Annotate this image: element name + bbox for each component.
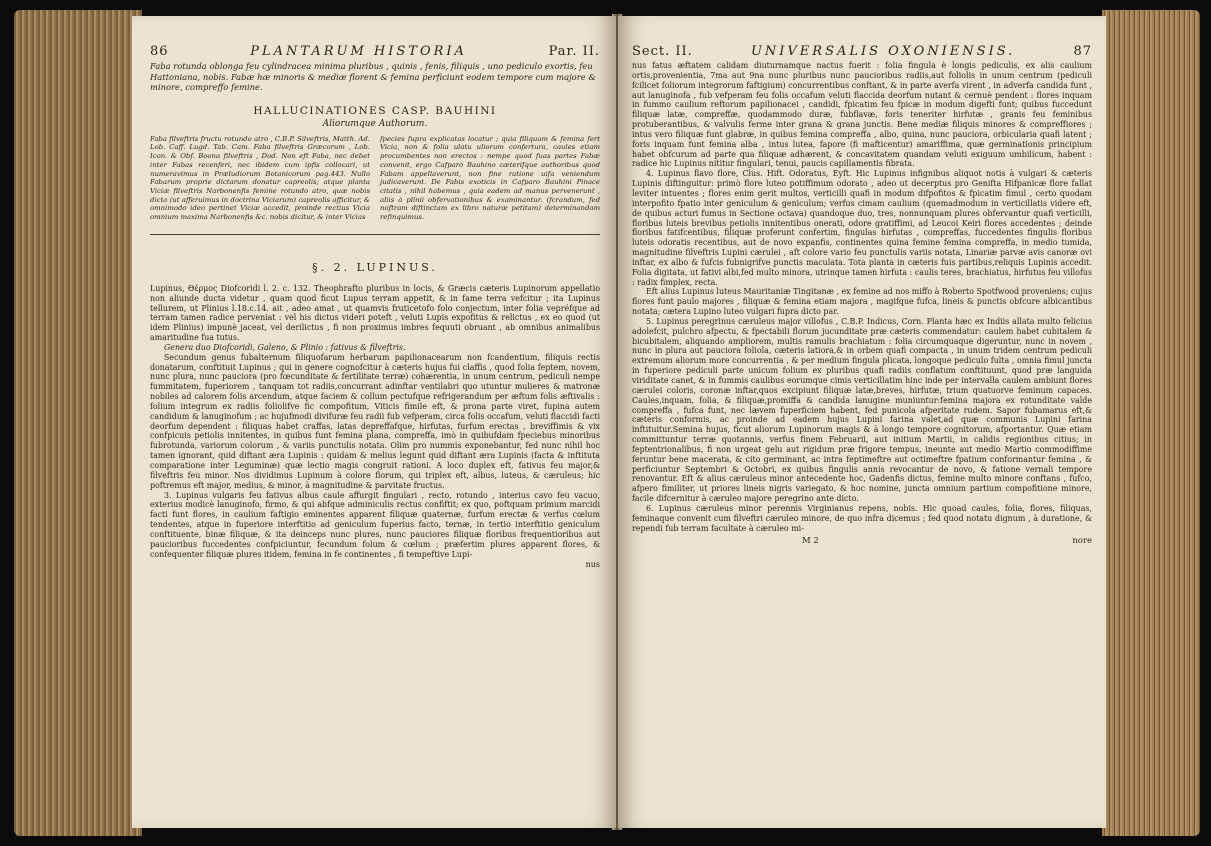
left-part-label: Par. II. (548, 44, 600, 59)
hallucinations-heading: HALLUCINATIONES CASP. BAUHINI (253, 104, 497, 117)
section-divider (150, 234, 600, 235)
lupinus-paragraph-2: Genera duo Diofcoridi, Galeno, & Plinio : fativus & filveftris. (164, 342, 406, 352)
right-section-label: Sect. II. (632, 44, 693, 59)
right-page (618, 16, 1106, 828)
lupinus-section-title: §. 2. LUPINUS. (312, 260, 438, 274)
left-page-edges (14, 10, 142, 836)
right-paragraph-3: Eft alius Lupinus luteus Mauritaniæ Tingitanæ , ex femine ad nos miffo à Roberto Spotfwood proveniens; cujus flores funt paulo majores , filiquæ & femina etiam majora , magifque fufca, lineis & punctis obfcure albicantibus notata; cætera Lupino luteo vulgari fupra dicto par. (632, 287, 1092, 317)
right-running-head (632, 44, 1092, 59)
right-page-number: 87 (1073, 44, 1092, 59)
right-page-edges (1102, 10, 1200, 836)
hallucinations-column-1: Faba filveftris fructu rotundo atro , C.B.P. Silveftris, Matth. Ad. Lob. Caff. Lugd. Tab. Cam. Faba filveftris Græcorum , Lob. Icon. & Obf. Boona filveftris , Dod. Non eft Faba, nec debet inter Fabas recenferi, nec ibidem cum ipfis collocari, ut numeravimus in Præludiorum Botanicorum pag.443. Nullo Fabarum proprie dictarum donatur capreolis; atque planta Viciæ filveftris Narbonenfis femine rotundo atro, quæ nobis dicta (ut afferuimus in doctrina Viciarum) capreolis afficitur, & omnimodo ideo pertinet Viciæ accedit, proinde rectius Vicia omnium maxima Narbonenfis &c. nobis dicitur, & inter Vicias (150, 134, 370, 222)
hallucinations-column-2: fpecies fupra explicatas locatur ; quia filiquam & femina fert Vicia, non & folia ulatu uliorum confertura, caules etiam procumbentes non erectos : nempe quod fuas partes Fabæ convenit, ergo Cafparo Bauhino cæterifque authoribus quod Fabam appellaverunt, non fine ratione uifa veniendum judicaverunt. De Fabis exoticis in Cafparo Bauhini Pinace citatis , nihil habemus , quia eadem ad manus pervenerunt , aliis à plinii obfervationibus & examinantur. (fcrandum, fed noftram diftinctam ex libro naturæ petitam) determinandam refinquimus. (380, 134, 600, 222)
lupinus-paragraph-3: Secundum genus fubalternum filiquofarum herbarum papilionacearum non fcandentium, filiquis rectis donatarum, conftituit Lupinus ; qui in genere cognofcitur à cæteris hujus fui claffis , quod folia feptem, novem, nunc plura, nunc pauciora (pro fœcunditate & fertilitate terræ) cohærentia, in unum centrum, pediculi nempe fummitatem, fuperiorem , tanquam tot radiis,concurrant adinftar ventilabri quo utuntur mulieres & matronæ nobiles ad calorem folis arcendum, atque faciem & collum pectufque refrigerandum per æftum folis æftivalis : folium integrum ex radiis foliolifve fic compofitum, Viticis fimile eft, & prona parte viret, fupina autem candidum & lanuginofum ; ac hujufmodi divifuræ feu radii fub vefperam, circa folis occafum, veluti flaccidi facti deorfum dependent : filiquas habet craffas, latas depreffafque, hirfutas, furfum erectas , breviffimis & vix confpicuis petiolis innitentes, in quibus funt femina plana, compreffa, imò in quibufdam fpeciebus minoribus fubrotunda, variorum colorum , & variis punctulis notata. Olim pro nummis exponebantur, fed nunc nihil hoc tamen ignorant, quid diftant æra Lupinis : quidam & melius legunt quid diftant æra Lupinis (facta & inftituta comparatione inter Leguminæ) quæ lectio magis congruit rationi. A loco duplex eft, fativus feu major,& filveftris feu minor. Nos dividimus Lupinum à colore florum, qui triplex eft, albus, luteus, & cæruleus; hic poftremus eft major, medius, & minor, à magnitudine & parvitate fructus. (150, 352, 600, 490)
open-book (14, 10, 1200, 836)
right-paragraph-5: 6. Lupinus cæruleus minor perennis Virginianus repens, nobis. Hic quoad caules, folia, flores, filiquas, feminaque convenit cum filveftri cæruleo minore, de quo infra dicemus ; fed quod notatu dignum , à duratione, & rependi fub terram facultate à cæruleo mi- (632, 503, 1092, 533)
right-running-title: UNIVERSALIS OXONIENSIS. (750, 44, 1016, 59)
lupinus-paragraph-4: 3. Lupinus vulgaris feu fativus albus caule affurgit fingulari , recto, rotundo , interius cavo feu vacuo, exterius modicè lanuginofo, firmo, & qui abfque adminiculis rectus confiftit; ex quo, poftquam primum marcidi facti funt flores, in caulium faftigio eminentes apparent filiquæ quaternæ, furfum erectæ & verfus cœlum tendentes, atque in fuperiore interftitio ad geniculum fuperius facto, ternæ, in tertio interftitio geniculum conftituente, binæ filiquæ, & ita deinceps nunc plures, nunc pauciores filiquæ floribus frequentioribus aut paucioribus fuccedentes confpiciuntur, fecundum folum & cœlum ; præfertim plures apparent flores, & confequenter filiquæ plures itidem, femina in fe continentes , fi tempeftive Lupi- (150, 490, 600, 559)
left-running-title: PLANTARUM HISTORIA (250, 44, 467, 59)
right-catchword: nore (1072, 535, 1092, 546)
lupinus-paragraph-1: Lupinus, Θέρμος Diofcoridi l. 2. c. 132. Theophrafto pluribus in locis, & Græcis cæteris Lupinorum appellatio non aliunde ducta videtur , quam quod ficut Lupus terram appetit, & in fame terra vefcitur ; ita Lupinus tellurem, ut Plinius l.18.c.14. ait , adeo amat , ut quamvis fruticetofo folo conjectum, inter folia vepréfque ad terram tamen radice perveniat : vel his dictus videri poteft , veluti Lupis expofitus & relictus , ex eo quod (ut idem Plinius) impunè jaceat, vel derilictus , fi non proximus imbres fequuti obruant , ab omnibus animalibus amaritudine fua tutus. (150, 283, 600, 343)
left-page-number: 86 (150, 44, 169, 59)
right-paragraph-1: nus fatus æftatem calidam diuturnamque nactus fuerit : folia fingula è longis pediculis, ex alis caulium ortis,provenientia, 7ma aut 9na nunc pluribus nunc paucioribus radiis,aut foliolis in unum centrum (pediculi fcilicet foliorum integrorum faftigium) concurrentibus conftant, & in parte averfa virent , in adverfa candida funt , aut lanuginofa , fub vefperam feu folis occafum veluti flaccida deorfum nutant & cernuè pendent : flores inquam in fummo caulium reftorum papilionacei , candidi, fpicatim feu fpicæ in modum digefti funt; quibus fuccedunt filiquæ latæ, compreffæ, quodammodo duræ, fubflavæ, foris teneriter hirfutæ , granis feu feminibus protuberantibus, & valvulis ferme inter grana & grana junctis. Bene mediæ filiquis minores & compreffiores ; intus vero filiquæ funt glabræ, in quibus femina compreffa , albo, quina, nunc pauciora, orbicularia quafi latent ; foris inquam funt femina alba , intus lutea, fapore (fi mafticentur) amariffima, quæ germinationis principium habet obfcurum ad parte qua filiquæ adhærent, & concavitatem quandam veluti exiguum umbilicum, habent : radice hic Lupinus nititur fingulari, tenui, paucis capillamentis fibrata. (632, 61, 1092, 169)
right-paragraph-2: 4. Lupinus flavo flore, Clus. Hift. Odoratus, Eyft. Hic Lupinus infignibus aliquot notis à vulgari & cæteris Lupinis diftinguitur: primò flore luteo potiffimum odorato , adeo ut decerptus pro Genifta Hifpanicæ flore fallat leviter intuentes ; flores enim gerit multos, verticilli quafi in modum difpofitos & fpicatim fimul , certo quodam interpofito fpatio inter geniculum & geniculum; verfus cimam caulium (quemadmodum in verticillatis videre eft, de quibus acturi fumus in Sectione octava) quandoque duo, tres, nonnunquam plures obfervantur quafi verticilli, floribus luteis brevibus petiolis innitentibus onerati, odore gratiffimi, ad Leucoi Keiri flores accedentes ; deinde floribus fatifcentibus, filiquæ proferunt confertim, fingulas hirfutas , compreffas, fuccedentes fingulis floribus luteis odoratis recentibus, aut de novo expanfis, continentes quina femine femina compreffa, in medio tumida, magnitudine filveftris Lupini cærulei , aft colore vario feu punctulis variis notata, Linariæ parvæ avis canoræ ovi inftar, ex albo & fufcis fubnigrifve punctis maculata. Tota planta in cæteris fuis partibus,reliquis Lupinis accedit. Folia digitata, ut fativi albi,fed multo minora, utrinque tamen hirfuta : caulis teres, brachiatus, hirfutus feu villofus : radix fimplex, recta. (632, 169, 1092, 287)
left-catchword: nus (585, 560, 600, 570)
right-page-footer (632, 536, 1092, 546)
hallucinations-subheading: Aliorumque Authorum. (322, 118, 428, 129)
faba-intro-text: Faba rotunda oblonga feu cylindracea minima pluribus , quinis , fenis, filiquis , uno pediculo exortis, feu Hattoniana, nobis. Fabæ hæ minoris & mediæ florent & femina perficiunt eodem tempore cum majore & minore, compreffo femine. (150, 61, 596, 93)
left-page (132, 16, 616, 828)
hallucinations-columns (150, 135, 600, 222)
left-running-head (150, 44, 600, 59)
signature-mark: M 2 (802, 535, 819, 546)
right-paragraph-4: 5. Lupinus peregrinus cæruleus major villofus , C.B.P. Indicus, Corn. Planta hæc ex Indiis allata multo felicius adolefcit, pulchro afpectu, & fpectabili florum jucunditate præ cæteris commendatur: caulem habet cubitalem & bicubitalem, aliquando ampliorem, multis ramulis brachiatum : folia circumquaque digeruntur, nunc in novem , nunc in plura aut pauciora foliola, cæteris latiora,& in orbem quafi compacta , in unum tridem centrum pediculi extremum aliorum more concurrentia , & per medium fingula plicata, longoque pediculo fulta , omnia fimul juncta in fuperiore pediculi parte unicum folium ex pluribus quafi radiis conflatum conftituunt, quod præ languida viriditate canet, & in fummis caulibus eorumque cimis verticillatim hinc inde per intervalla caulem ambiunt flores cærulei coloris, coronæ inftar,quos excipiunt filiquæ latæ,breves, hirfutæ, trium quatuorve feminum capaces. Caules,inquam, folia, & filiquæ,promiffa & candida lanugine muniuntur:femina majora ex rotunditate valde compreffa , fufca funt, nec lævem fuperficiem habent, fed punicola afperitate rudem. Sapor fubamarus eft,& cæteris conformis, ac proinde ad eadem hujus Lupini farina valet,ad quæ communis Lupini farina inftituitur.Semina hujus, ficut aliorum Lupinorum magis & à longo tempore cognitorum, afportantur. Quæ etiam committuntur terræ quotannis, verfus finem Februarii, aut initium Martii, in calidis regionibus citius; in feptentrionalibus, fi non urgeat gelu aut rigidum præ frigore tempus, ineunte aut medio Martio commodiffime feruntur bene macerata, & cito germinant, ac intra feptimeftre aut octimeftre fpatium conformantur femina , & perficiuntur Septembri & Octobri, ex quibus fingulis annis revocantur de novo, & fatione vernali tempore renovantur. Eft & alius cæruleus minor antecedente hoc, Gadenfis dictus, femine multo minore conftans , fufco, afpero fimiliter, ut priores lineis nigris variegato, & hoc nomine, juncta omnium partium compofitione minore, facile difcernitur à cæruleo majore peregrino ante dicto. (632, 316, 1092, 504)
